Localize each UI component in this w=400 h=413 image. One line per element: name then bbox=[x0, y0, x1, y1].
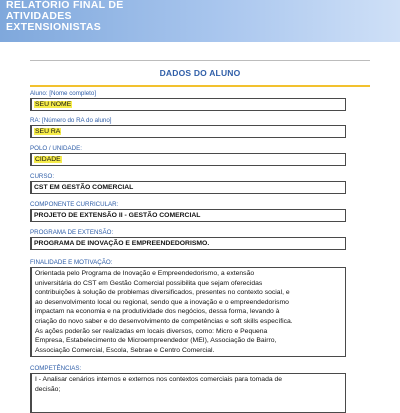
componente-label: COMPONENTE CURRICULAR: bbox=[30, 201, 119, 208]
title-line-2: ATIVIDADES bbox=[6, 10, 72, 22]
curso-label: CURSO: bbox=[30, 173, 55, 180]
finalidade-label: FINALIDADE E MOTIVAÇÃO: bbox=[30, 259, 113, 266]
programa-field bbox=[30, 229, 370, 250]
section-title: DADOS DO ALUNO bbox=[159, 68, 241, 78]
finalidade-line: Orientada pelo Programa de Inovação e Empreendedorismo, a extensão bbox=[35, 270, 255, 277]
competencias-label: COMPETÊNCIAS: bbox=[30, 365, 82, 372]
competencias-textarea[interactable] bbox=[30, 373, 346, 413]
finalidade-line: contribuições à solução de problemas diversificados, presentes no contexto social, e bbox=[35, 289, 290, 297]
finalidade-line: impactam na economia e na produtividade dos negócios, dessa forma, levando à bbox=[35, 308, 280, 316]
polo-field bbox=[30, 145, 370, 166]
aluno-label: Aluno: [Nome completo] bbox=[30, 90, 97, 97]
section-header bbox=[30, 60, 370, 87]
polo-input[interactable] bbox=[30, 153, 346, 166]
finalidade-line: As ações poderão ser realizadas em locais diversos, como: Micro e Pequena bbox=[35, 327, 268, 335]
componente-input[interactable]: PROJETO DE EXTENSÃO II - GESTÃO COMERCIAL bbox=[30, 209, 346, 222]
finalidade-line: ao desenvolvimento local ou regional, sendo que a inovação e o empreendedorismo bbox=[35, 298, 289, 306]
competencias-field bbox=[30, 365, 370, 413]
title-line-3: EXTENSIONISTAS bbox=[6, 21, 102, 33]
componente-field bbox=[30, 201, 370, 222]
aluno-value: SEU NOME bbox=[35, 101, 72, 108]
competencias-line: I - Analisar cenários internos e externos nos contextos comerciais para tomada de bbox=[35, 376, 283, 383]
curso-input[interactable]: CST EM GESTÃO COMERCIAL bbox=[30, 181, 346, 194]
document-title bbox=[6, 0, 186, 33]
ra-field bbox=[30, 117, 370, 138]
finalidade-line: Empresa, Estabelecimento de Microempreendedor (MEI), Associação de Bairro, bbox=[35, 337, 277, 345]
header-banner bbox=[0, 0, 400, 42]
ra-value: SEU RA bbox=[35, 128, 61, 135]
finalidade-line: Associação Comercial, Escola, Sebrae e Centro Comercial. bbox=[35, 346, 215, 354]
curso-field bbox=[30, 173, 370, 194]
polo-label: POLO / UNIDADE: bbox=[30, 145, 82, 152]
polo-value: CIDADE bbox=[35, 156, 61, 163]
finalidade-field bbox=[30, 259, 370, 357]
aluno-input[interactable] bbox=[30, 98, 346, 111]
finalidade-textarea[interactable] bbox=[30, 267, 346, 357]
finalidade-line: criação do novo saber e do desenvolvimento de competências e soft skills específica. bbox=[35, 317, 293, 325]
finalidade-line: universitária do CST em Gestão Comercial possibilita que sejam oferecidas bbox=[35, 279, 263, 287]
aluno-field bbox=[30, 90, 370, 111]
ra-label: RA: [Número do RA do aluno] bbox=[30, 117, 112, 124]
programa-input[interactable]: PROGRAMA DE INOVAÇÃO E EMPREENDEDORISMO. bbox=[30, 237, 346, 250]
title-line-1: RELATÓRIO FINAL DE bbox=[6, 0, 124, 11]
competencias-line: decisão; bbox=[35, 385, 61, 393]
programa-label: PROGRAMA DE EXTENSÃO: bbox=[30, 229, 114, 236]
ra-input[interactable] bbox=[30, 125, 346, 138]
